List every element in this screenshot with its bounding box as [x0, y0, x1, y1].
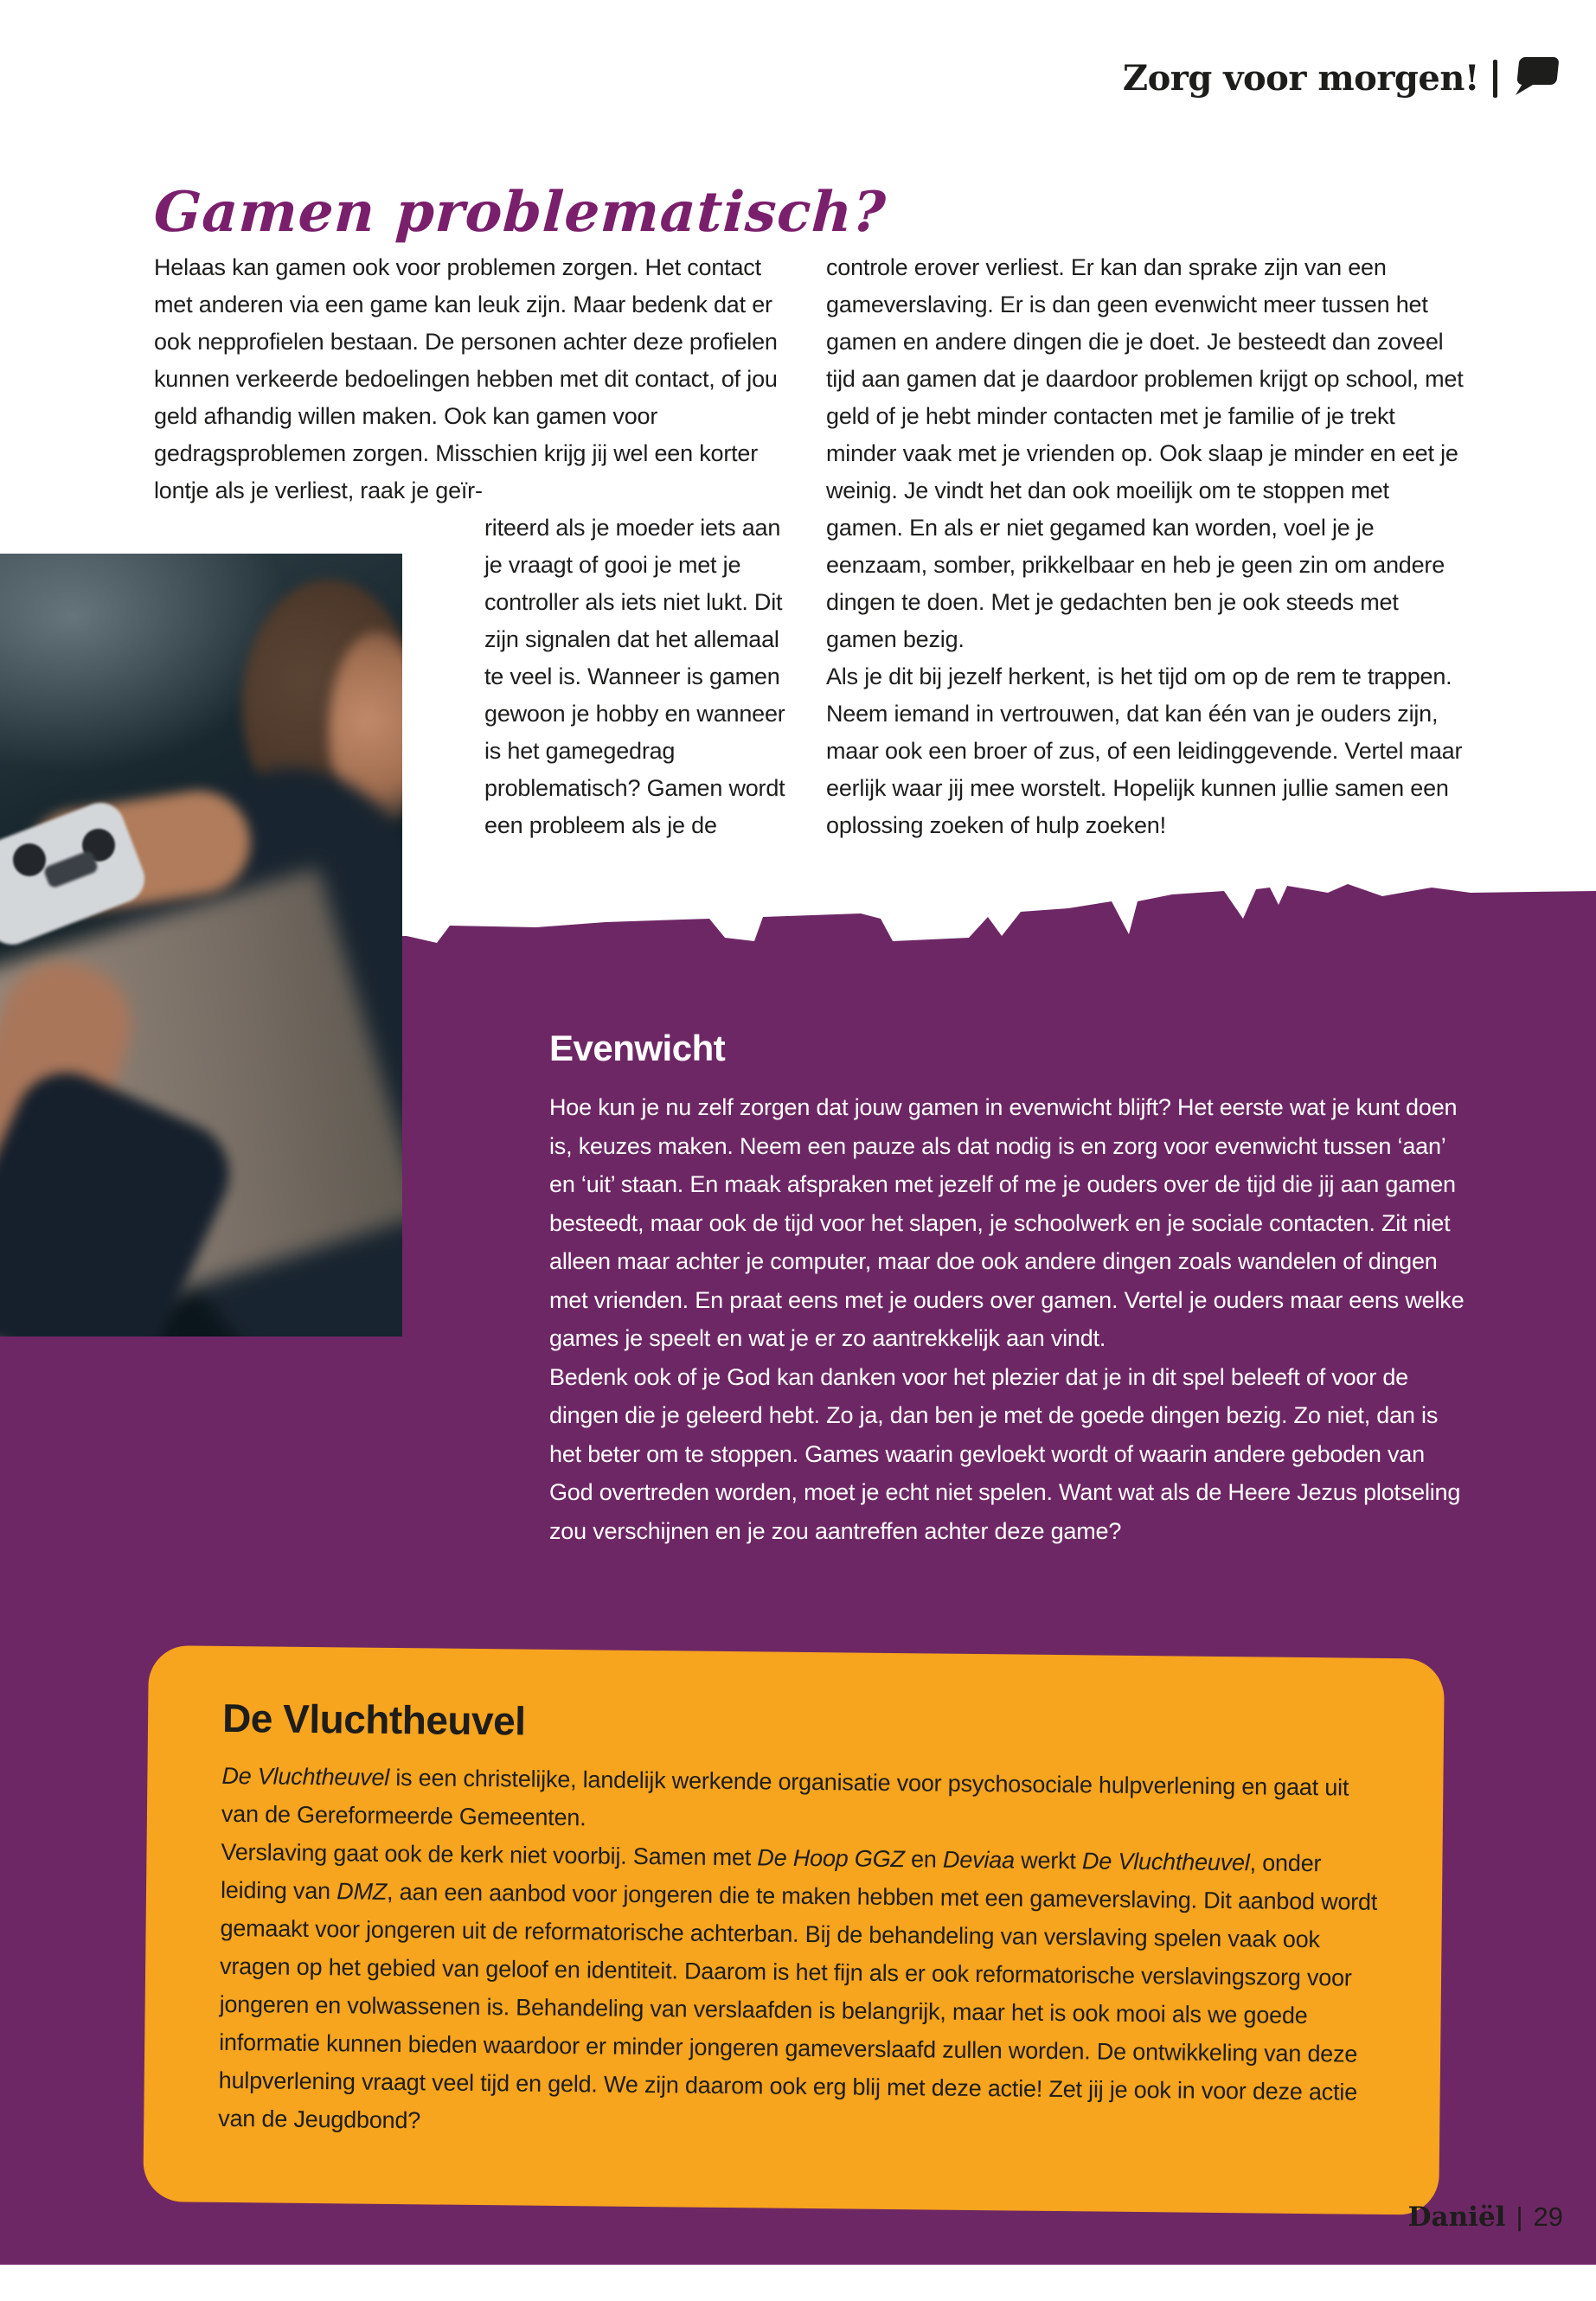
- masthead: [1123, 54, 1561, 103]
- photo-controller-stick-left: [13, 843, 46, 876]
- article-column-left-part2: riteerd als je moeder iets aan je vraagt of gooi je met je controller als iets niet lukt. Dit zijn signalen dat het allemaal te veel is. Wanneer is gamen gewoon je hobby en wanneer is het gamegedrag problematisch? Gamen wordt een probleem als je de: [484, 515, 785, 838]
- masthead-title: Zorg voor morgen!: [1122, 58, 1479, 99]
- info-box-para2: Verslaving gaat ook de kerk niet voorbij. Samen met De Hoop GGZ en Deviaa werkt De Vluchtheuvel, onder leiding van DMZ, aan een aanbod voor jongeren die te maken hebben met een gameverslaving. Dit aanbod wordt gemaakt voor jongeren uit de reformatorische achterban. Bij de behandeling van verslaving spelen vaak ook vragen op het gebied van geloof en identiteit. Daarom is het fijn als er ook reformatorische verslavingszorg voor jongeren en volwassenen is. Behandeling van verslaafden is belangrijk, maar het is ook mooi als we goede informatie kunnen bieden waardoor er minder jongeren gameverslaafd zullen worden. De ontwikkeling van deze hulpverlening vraagt veel tijd en geld. We zijn daarom ook erg blij met deze actie! Zet jij je ook in voor deze actie van de Jeugdbond?: [218, 1838, 1378, 2134]
- gamer-photo: [0, 554, 402, 1336]
- footer-divider: |: [1516, 2202, 1523, 2232]
- magazine-name: Daniël: [1407, 2202, 1506, 2233]
- masthead-divider: [1493, 60, 1497, 98]
- article-column-right-para1: controle erover verliest. Er kan dan sprake zijn van een gameverslaving. Er is dan geen evenwicht meer tussen het gamen en andere dingen die je doet. Je besteedt dan zoveel tijd aan gamen dat je daardoor problemen krijgt op school, met geld of je hebt minder contacten met je familie of je trekt minder vaak met je vrienden op. Ook slaap je minder en eet je weinig. Je vindt het dan ook moeilijk om te stoppen met gamen. En als er niet gegamed kan worden, voel je je eenzaam, somber, prikkelbaar en heb je geen zin om andere dingen te doen. Met je gedachten ben je ook steeds met gamen bezig.: [826, 254, 1464, 652]
- balance-section: [549, 1028, 1473, 1550]
- bottom-page-margin: [0, 2265, 1596, 2301]
- info-box-heading: De Vluchtheuvel: [221, 1695, 526, 1744]
- article-column-left-part1: Helaas kan gamen ook voor problemen zorgen. Het contact met anderen via een game kan leuk zijn. Maar bedenk dat er ook nepprofielen bestaan. De personen achter deze profielen kunnen verkeerde bedoelingen hebben met dit contact, of jou geld afhandig willen maken. Ook kan gamen voor gedragsproblemen zorgen. Misschien krijg jij wel een korter lontje als je verliest, raak je geïr-: [154, 254, 778, 503]
- info-box-para1: De Vluchtheuvel is een christelijke, landelijk werkende organisatie voor psychosociale hulpverlening en gaat uit van de Gereformeerde Gemeenten.: [221, 1762, 1349, 1831]
- balance-para1: Hoe kun je nu zelf zorgen dat jouw gamen in evenwicht blijft? Het eerste wat je kunt doen is, keuzes maken. Neem een pauze als dat nodig is en zorg voor evenwicht tussen ‘aan’ en ‘uit’ staan. En maak afspraken met jezelf of me je ouders over de tijd die jij aan gamen besteedt, maar ook de tijd voor het slapen, je schoolwerk en je sociale contacten. Zit niet alleen maar achter je computer, maar doe ook andere dingen zoals wandelen of dingen met vrienden. En praat eens met je ouders over gamen. Vertel je ouders maar eens welke games je speelt en wat je er zo aantrekkelijk aan vindt.: [549, 1094, 1465, 1351]
- article-column-right: [826, 249, 1471, 844]
- article-heading: Gamen problematisch?: [152, 180, 888, 245]
- speech-bubble-icon: [1511, 54, 1561, 103]
- article-column-right-para2: Als je dit bij jezelf herkent, is het tijd om op de rem te trappen. Neem iemand in vertrouwen, dat kan één van je ouders zijn, maar ook een broer of zus, of een leidinggevende. Vertel maar eerlijk waar jij mee worstelt. Hopelijk kunnen jullie samen een oplossing zoeken of hulp zoeken!: [826, 663, 1463, 838]
- info-box: [143, 1645, 1445, 2215]
- balance-para2: Bedenk ook of je God kan danken voor het plezier dat je in dit spel beleeft of voor de dingen die je geleerd hebt. Zo ja, dan ben je met de goede dingen bezig. Zo niet, dan is het beter om te stoppen. Games waarin gevloekt wordt of waarin andere geboden van God overtreden worden, moet je echt niet spelen. Want wat als de Heere Jezus plotseling zou verschijnen en je zou aantreffen achter deze game?: [549, 1363, 1461, 1544]
- balance-heading: Evenwicht: [549, 1028, 726, 1068]
- info-box-content: [218, 1695, 1390, 2150]
- page-number: 29: [1533, 2202, 1563, 2232]
- page-footer: [1408, 2202, 1563, 2233]
